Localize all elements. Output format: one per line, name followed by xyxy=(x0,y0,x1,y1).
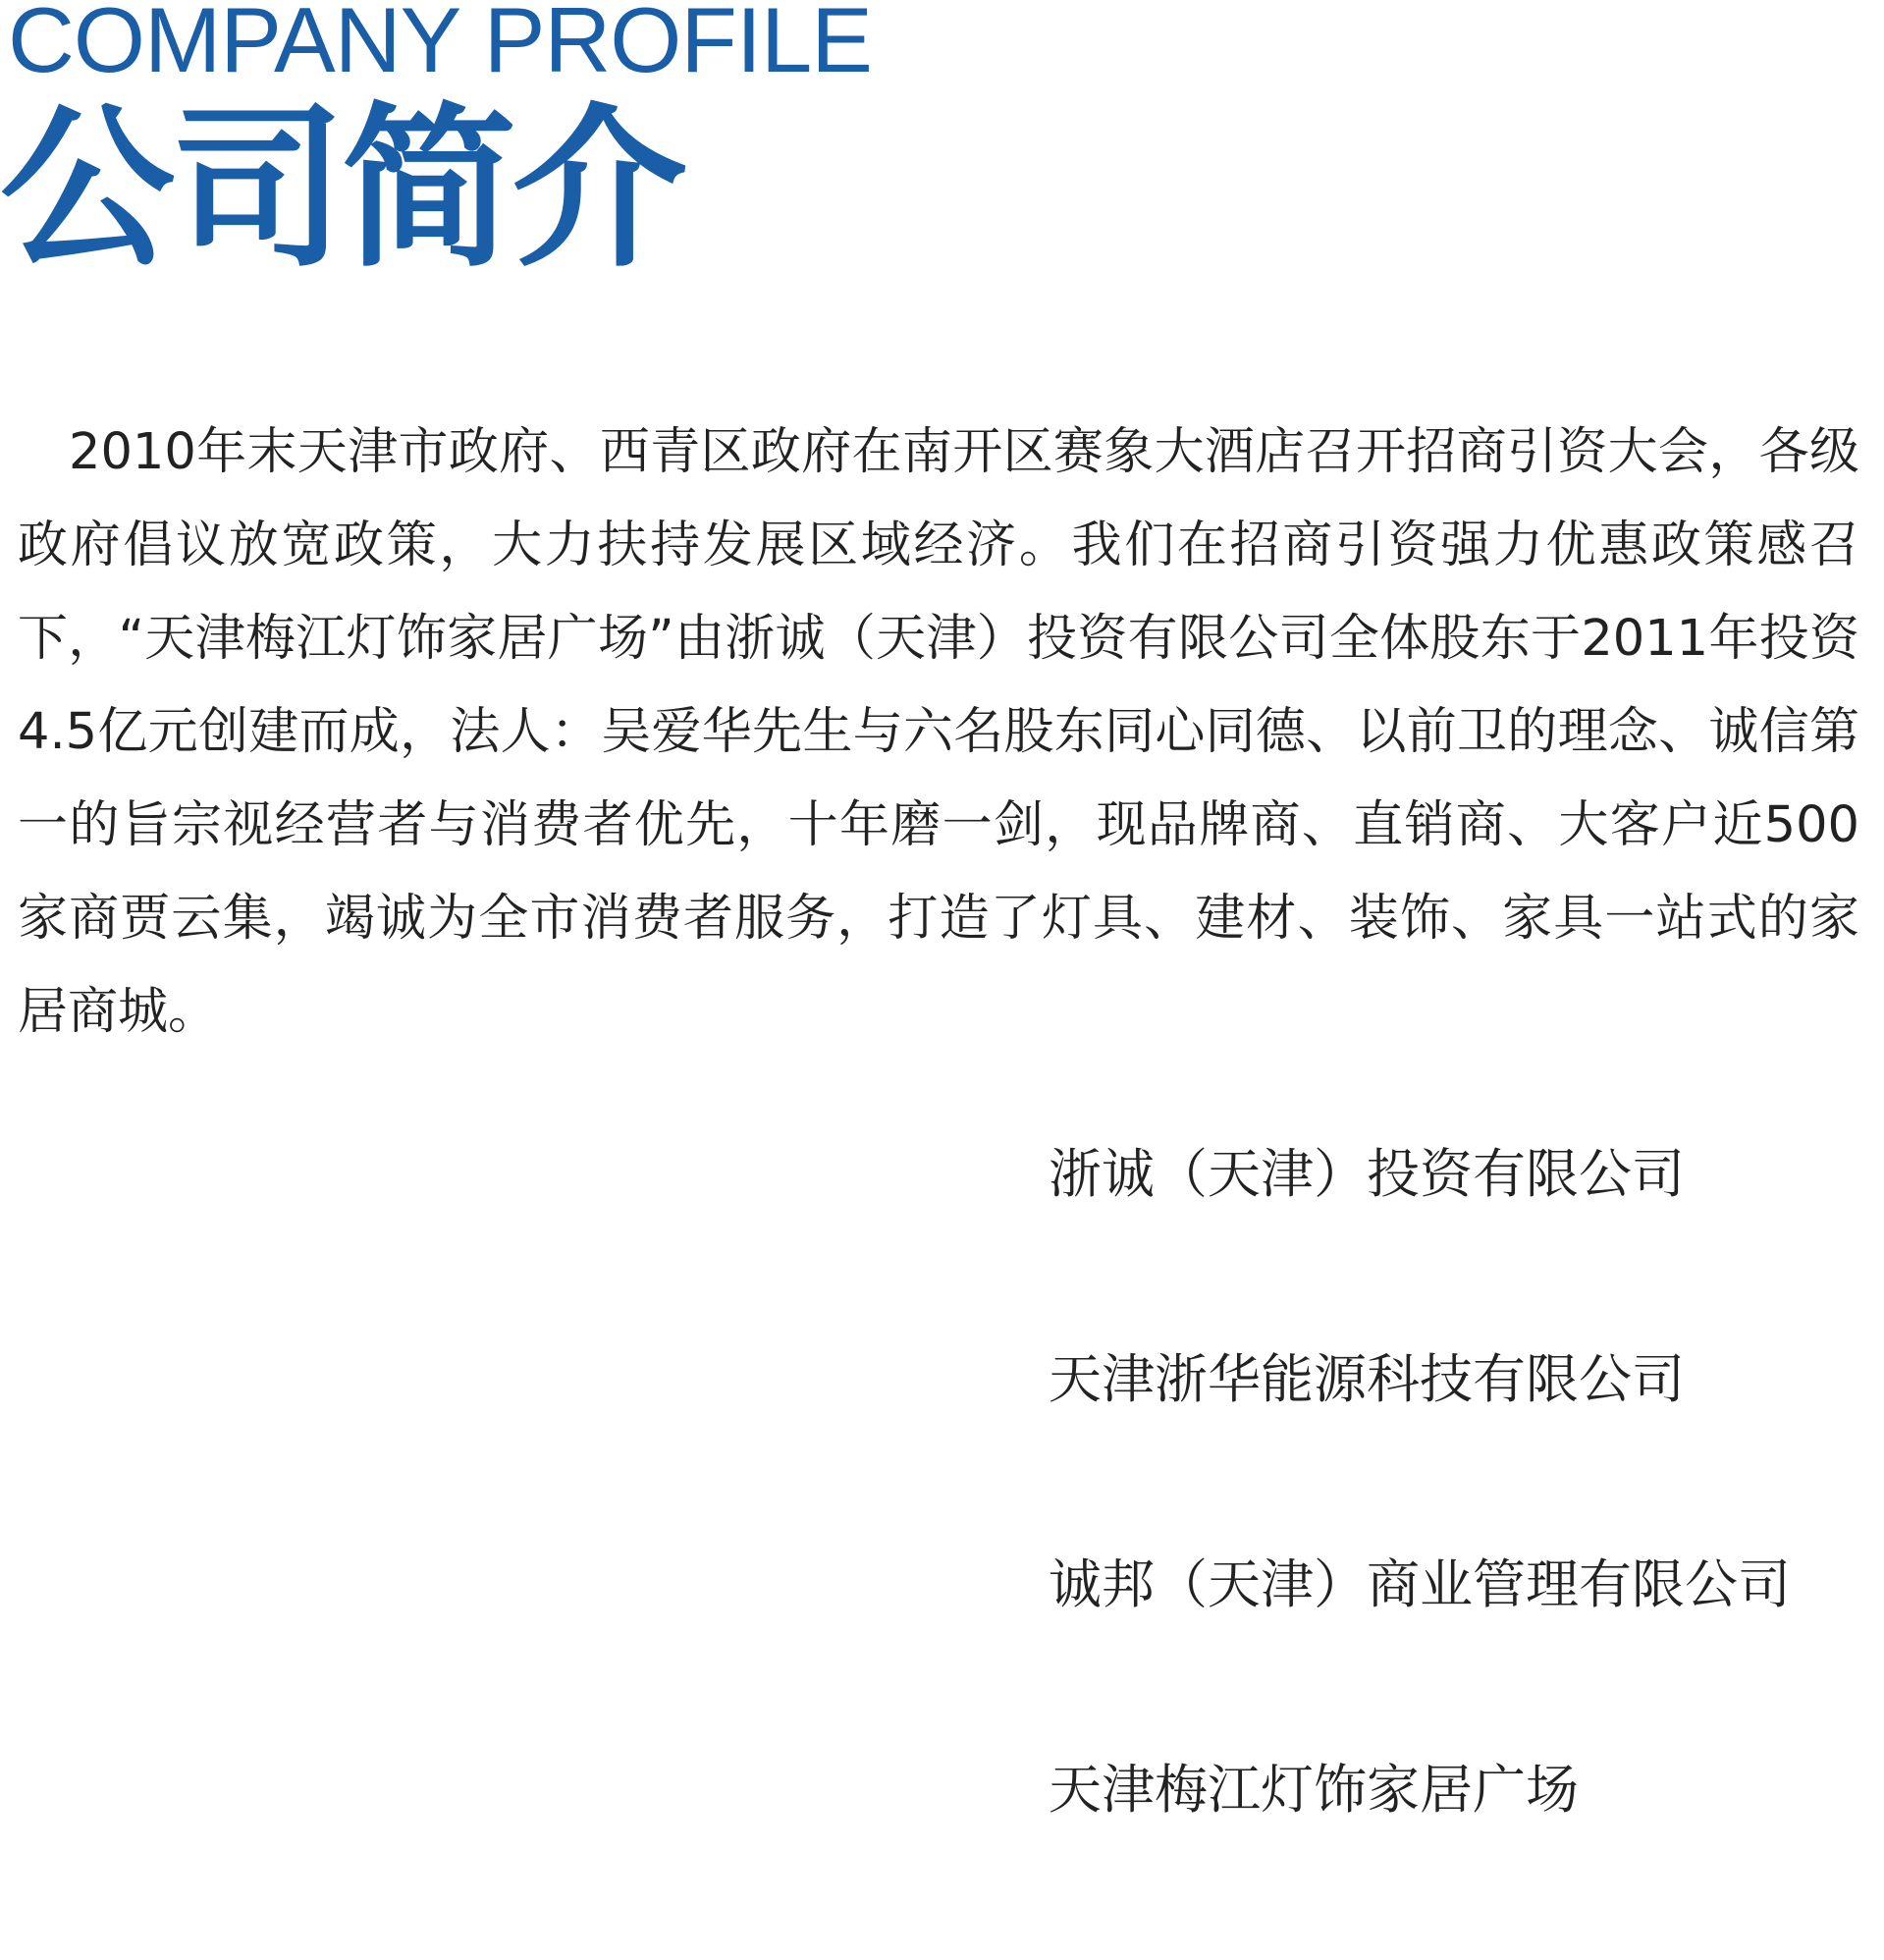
company-name: 诚邦（天津）商业管理有限公司 xyxy=(1049,1553,1791,1615)
company-name: 浙诚（天津）投资有限公司 xyxy=(1049,1143,1685,1205)
header-title-en: COMPANY PROFILE xyxy=(8,0,872,91)
company-name: 天津梅江灯饰家居广场 xyxy=(1049,1759,1579,1821)
company-name: 天津浙华能源科技有限公司 xyxy=(1049,1348,1685,1410)
intro-paragraph: 2010年末天津市政府、西青区政府在南开区赛象大酒店召开招商引资大会，各级政府倡议放宽政策，大力扶持发展区域经济。我们在招商引资强力优惠政策感召下，“天津梅江灯饰家居广场”由浙诚（天津）投资有限公司全体股东于2011年投资 4.5亿元创建而成，法人：吴爱华先生与六名股东同心同德、以前卫的理念、诚信第一的旨宗视经营者与消费者优先，十年磨一剑，现品牌商、直销商、大客户近500家商贾云集，竭诚为全市消费者服务，打造了灯具、建材、装饰、家具一站式的家居商城。 xyxy=(18,423,1859,1041)
company-list xyxy=(1049,1139,1873,1960)
header-title-cn: 公司简介 xyxy=(0,87,683,291)
